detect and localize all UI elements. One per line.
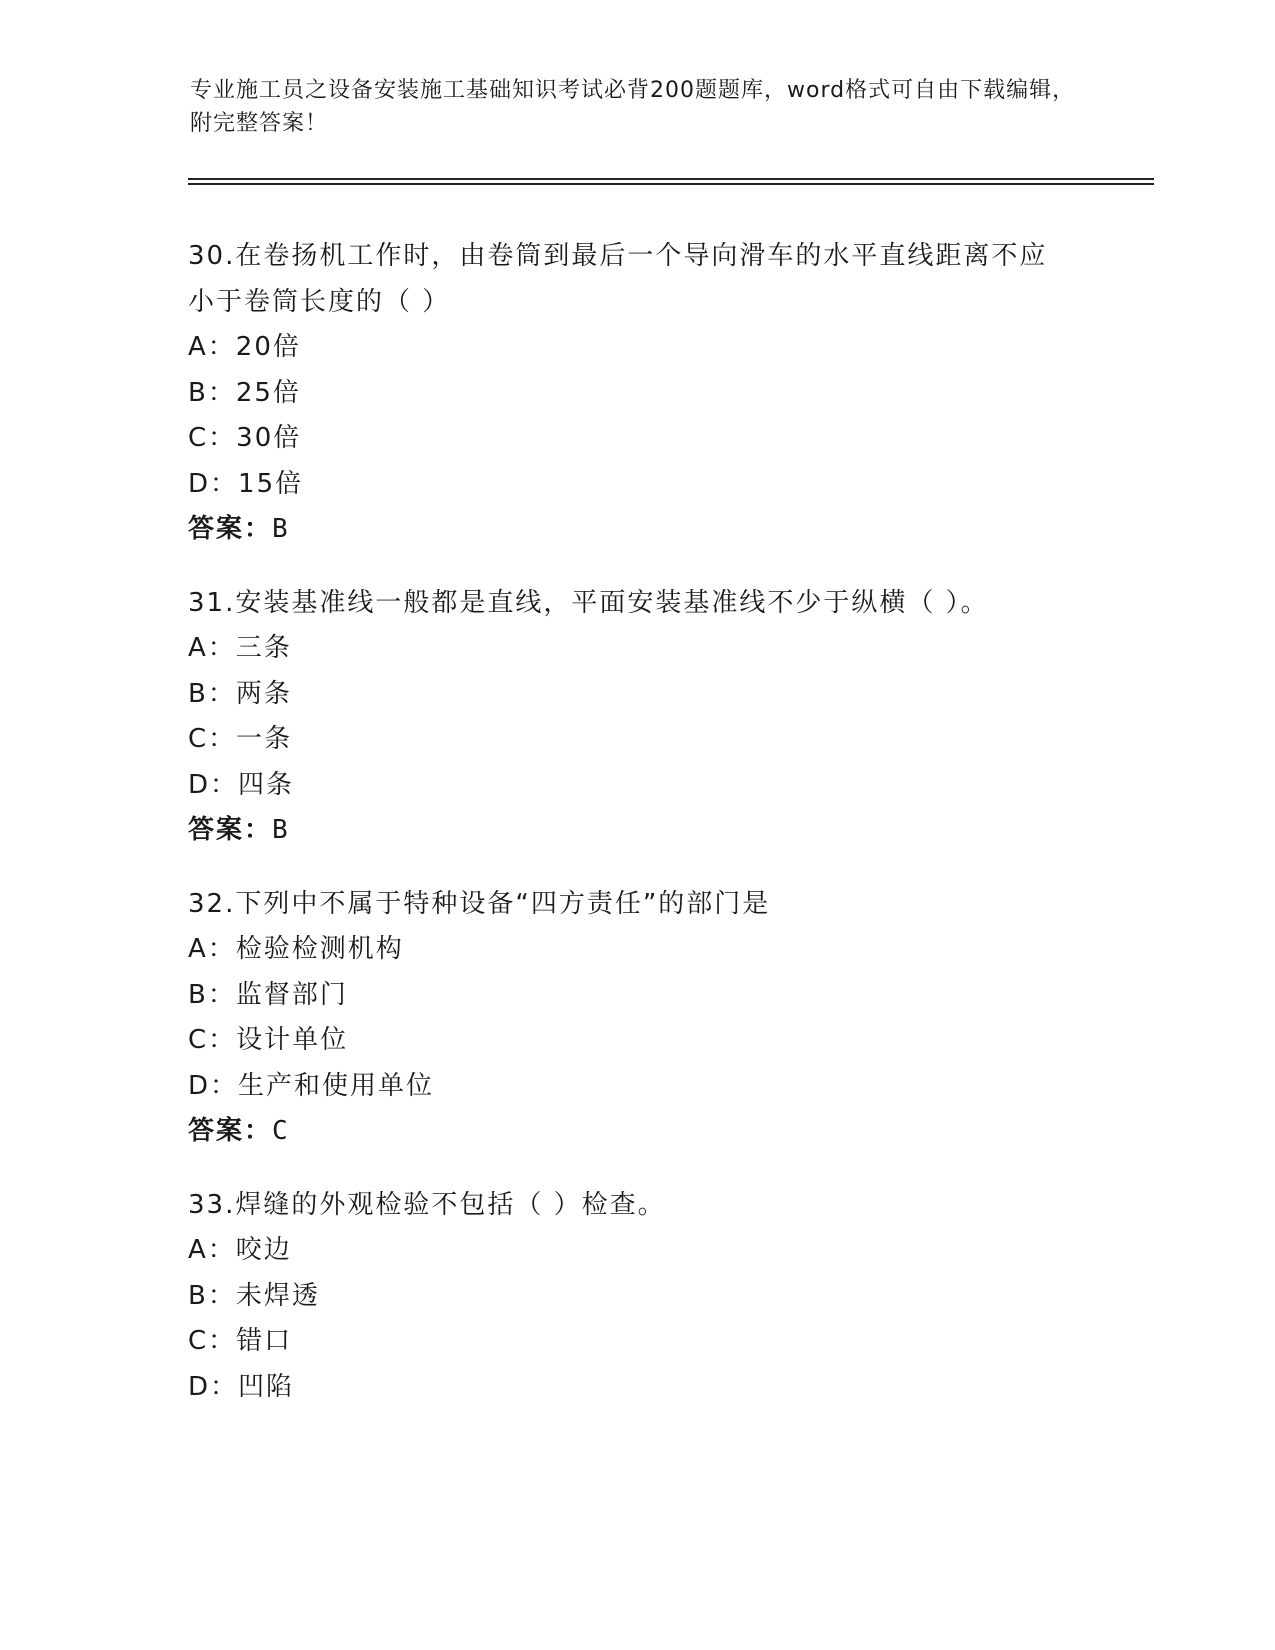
option-key: D： <box>188 1070 239 1101</box>
option-b <box>188 371 1088 417</box>
question-text: 31.安装基准线一般都是直线，平面安装基准线不少于纵横（ ）。 <box>188 587 989 618</box>
option-text: 20倍 <box>235 332 301 362</box>
option-b <box>188 973 1088 1019</box>
option-text: 咬边 <box>235 1235 292 1265</box>
option-text: 四条 <box>238 769 295 800</box>
option-text: 一条 <box>236 724 293 754</box>
option-text: 30倍 <box>236 423 302 453</box>
option-text: 错口 <box>236 1326 293 1356</box>
option-text: 生产和使用单位 <box>238 1070 435 1101</box>
option-a <box>188 626 1088 672</box>
option-key: B： <box>188 1280 236 1311</box>
answer-line <box>188 507 1088 553</box>
option-key: B： <box>188 678 236 709</box>
question-item <box>188 234 1088 553</box>
option-key: C： <box>188 423 237 453</box>
question-item <box>188 882 1088 1155</box>
document-header: 专业施工员之设备安装施工基础知识考试必背200题题库，word格式可自由下载编辑，附完整答案！ <box>190 78 1076 136</box>
option-key: D： <box>188 1371 239 1402</box>
option-text: 未焊透 <box>235 1280 320 1311</box>
option-text: 两条 <box>235 678 292 709</box>
option-c <box>188 1319 1088 1365</box>
option-text: 15倍 <box>238 468 304 499</box>
option-key: A： <box>188 1235 236 1265</box>
header-divider-bottom <box>188 183 1154 185</box>
option-key: A： <box>188 633 236 663</box>
answer-label: 答案： <box>188 514 273 544</box>
answer-label: 答案： <box>188 815 273 845</box>
option-key: C： <box>188 724 237 754</box>
option-b <box>188 672 1088 718</box>
option-text: 三条 <box>235 633 292 663</box>
question-text: 30.在卷扬机工作时，由卷筒到最后一个导向滑车的水平直线距离不应小于卷筒长度的（ ） <box>188 241 1048 317</box>
option-text: 监督部门 <box>235 979 348 1010</box>
answer-value: C <box>272 1116 289 1146</box>
option-c <box>188 717 1088 763</box>
option-key: B： <box>188 979 236 1010</box>
question-text: 32.下列中不属于特种设备“四方责任”的部门是 <box>188 888 771 919</box>
option-key: C： <box>188 1025 237 1055</box>
option-a <box>188 927 1088 973</box>
option-key: A： <box>188 332 236 362</box>
option-text: 设计单位 <box>236 1025 349 1055</box>
question-text: 33.焊缝的外观检验不包括（ ）检查。 <box>188 1189 666 1220</box>
option-text: 检验检测机构 <box>235 934 404 964</box>
answer-value: B <box>272 514 289 544</box>
option-key: D： <box>188 468 239 499</box>
option-d <box>188 1064 1088 1110</box>
option-key: A： <box>188 934 236 964</box>
answer-value: B <box>272 815 289 845</box>
question-item <box>188 581 1088 854</box>
option-key: B： <box>188 377 236 408</box>
option-c <box>188 1018 1088 1064</box>
option-a <box>188 325 1088 371</box>
option-b <box>188 1274 1088 1320</box>
option-d <box>188 1365 1088 1411</box>
header-divider-top <box>188 178 1154 180</box>
option-text: 25倍 <box>235 377 301 408</box>
option-d <box>188 462 1088 508</box>
question-list <box>188 234 1088 1438</box>
option-text: 凹陷 <box>238 1371 295 1402</box>
answer-line <box>188 808 1088 854</box>
answer-label: 答案： <box>188 1116 273 1146</box>
option-key: D： <box>188 769 239 800</box>
option-d <box>188 763 1088 809</box>
question-item <box>188 1183 1088 1411</box>
option-a <box>188 1228 1088 1274</box>
option-key: C： <box>188 1326 237 1356</box>
option-c <box>188 416 1088 462</box>
answer-line <box>188 1109 1088 1155</box>
